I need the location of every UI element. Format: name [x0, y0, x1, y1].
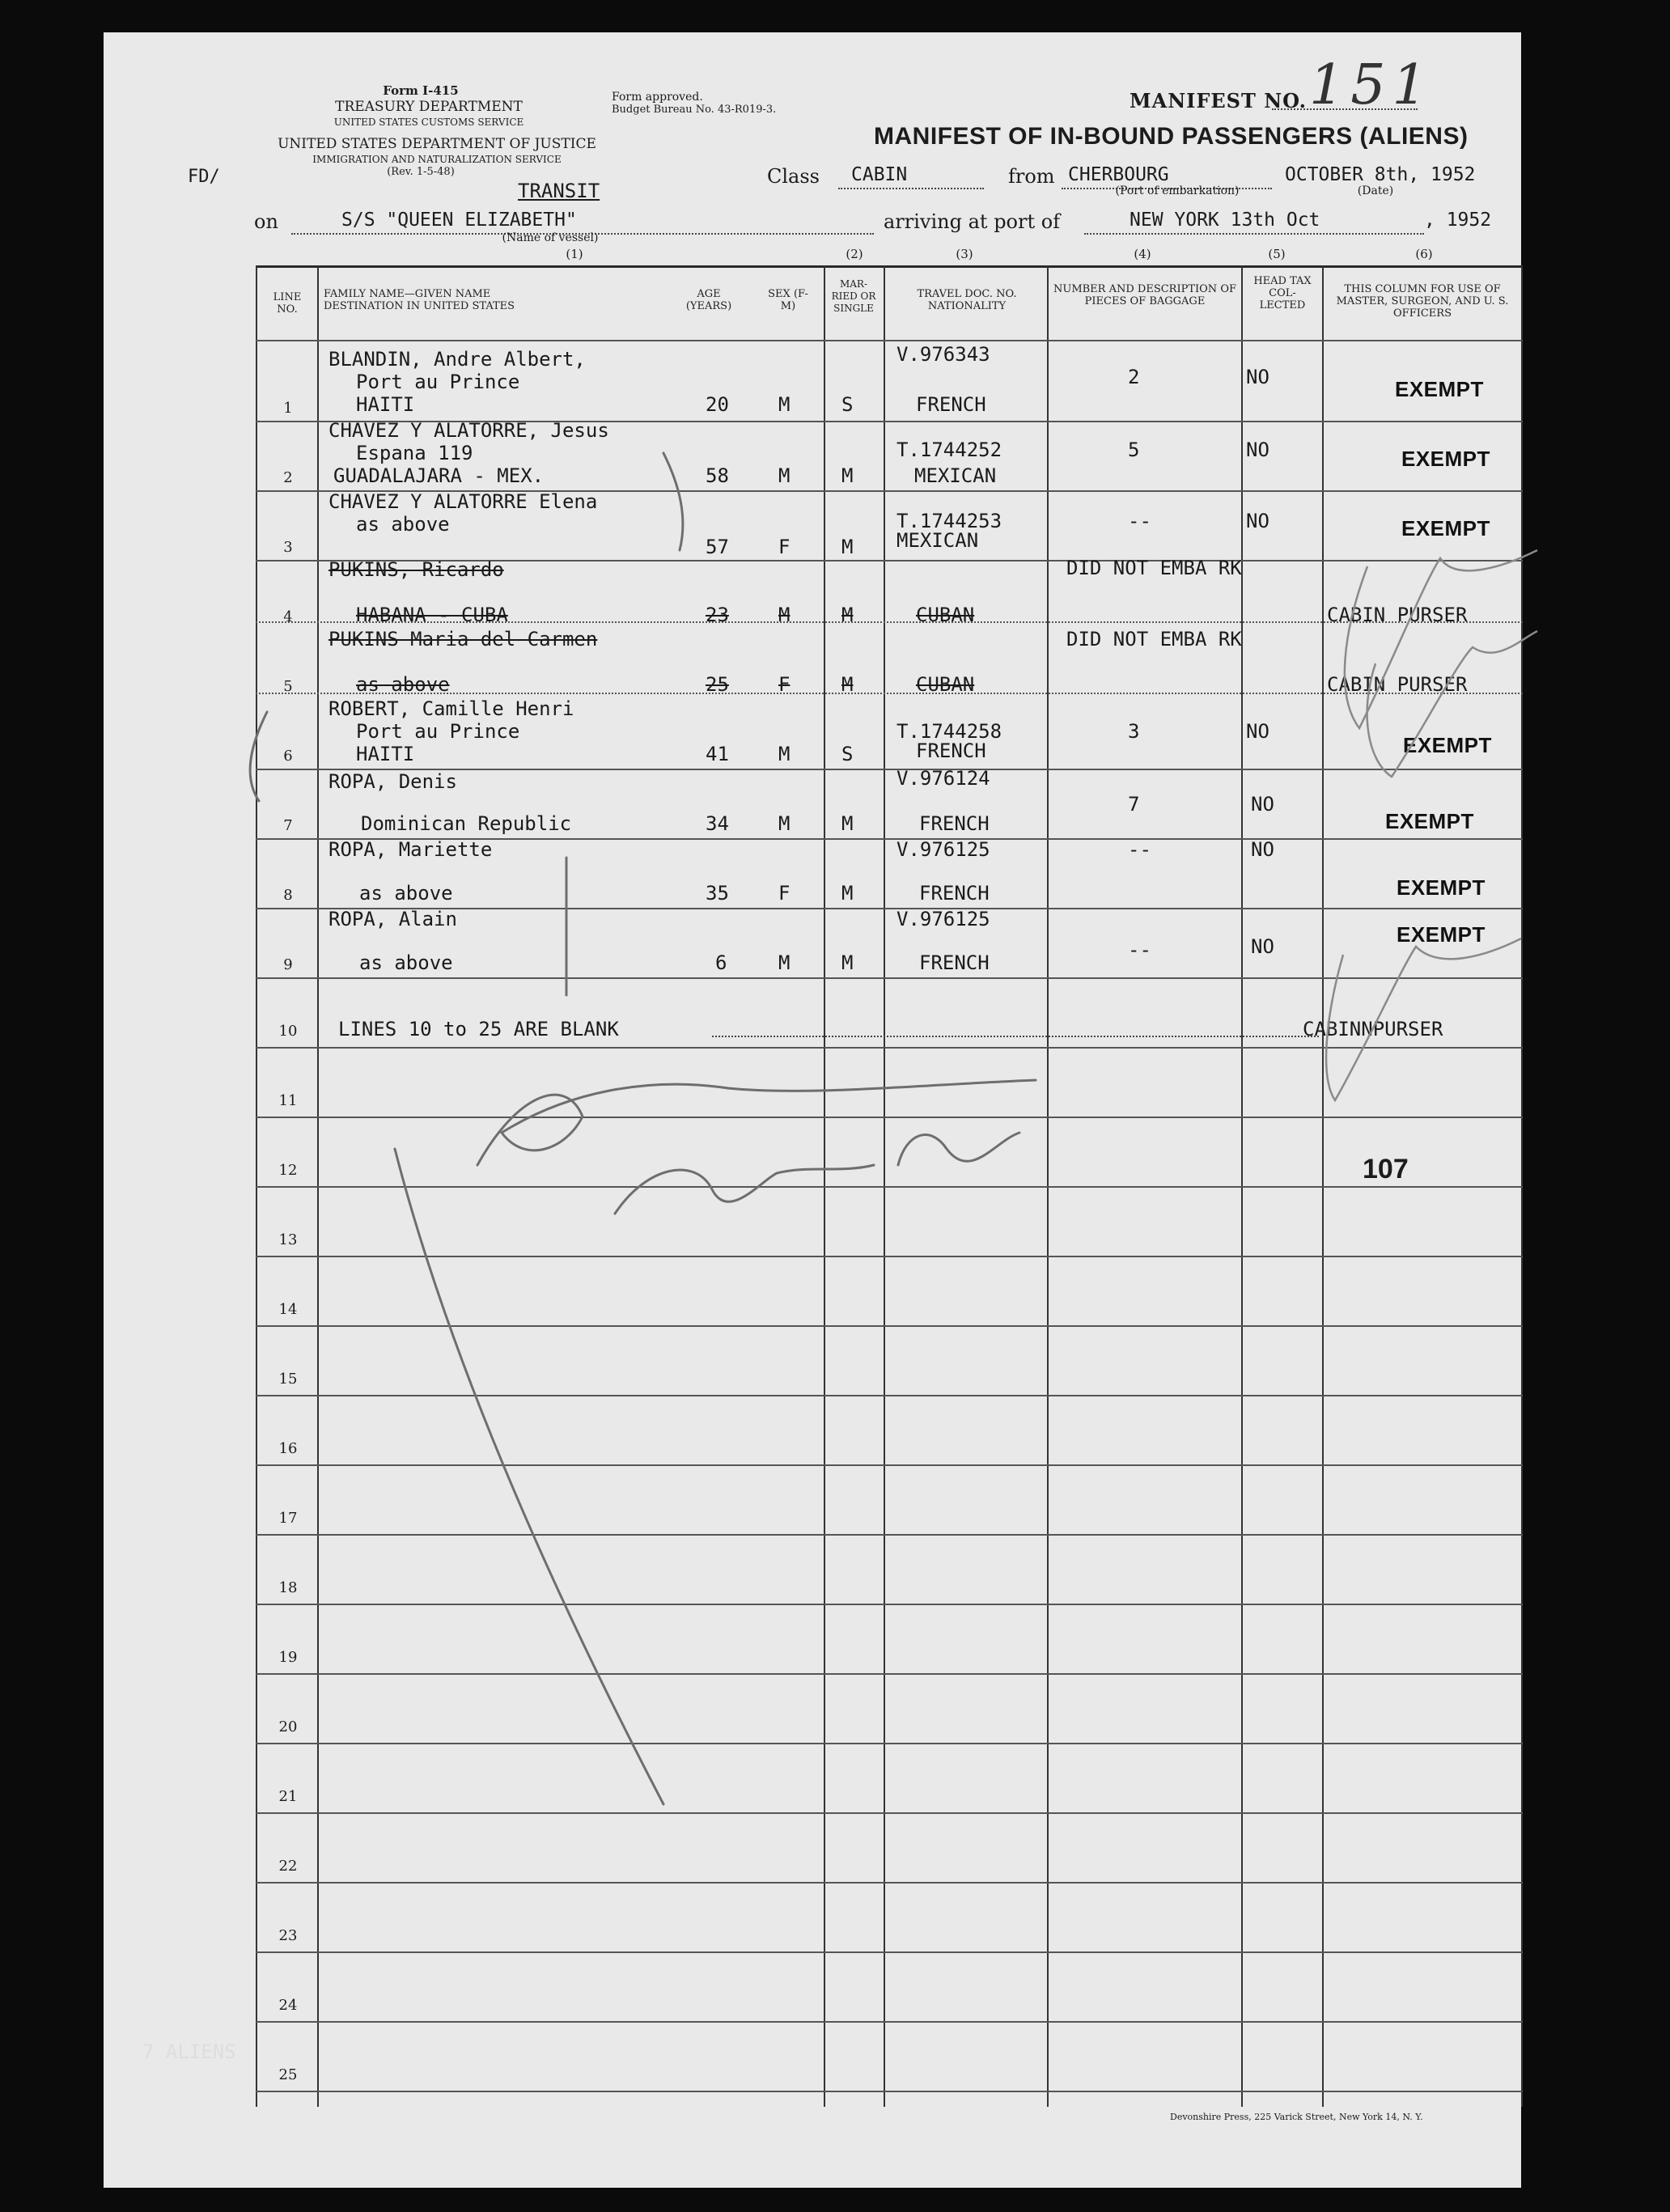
destination: Dominican Republic [361, 812, 572, 835]
line12-number: 107 [1363, 1154, 1409, 1184]
exempt-stamp: EXEMPT [1401, 516, 1490, 540]
arriving-line [1084, 233, 1424, 235]
destination: Espana 119 [356, 442, 473, 464]
line-number: 23 [278, 1927, 298, 1944]
baggage: 5 [1128, 439, 1140, 461]
head-tax: NO [1246, 720, 1269, 743]
from-label: from [1008, 165, 1055, 188]
ins-service: IMMIGRATION AND NATURALIZATION SERVICE [312, 154, 562, 165]
class-label: Class [767, 165, 820, 188]
purser-note: CABIN PURSER [1327, 673, 1468, 696]
row-rule [256, 977, 1523, 979]
treasury-dept: TREASURY DEPARTMENT [335, 99, 523, 115]
age: 57 [706, 536, 729, 558]
baggage: 3 [1128, 720, 1140, 743]
head-tax: NO [1246, 439, 1269, 461]
marital-status: M [841, 536, 854, 558]
purser-note: CABIN PURSER [1327, 604, 1468, 626]
row-rule [256, 2091, 1523, 2092]
travel-doc: V.976124 [896, 767, 990, 790]
line-number: 1 [283, 400, 293, 417]
header-officers: THIS COLUMN FOR USE OF MASTER, SURGEON, AND U. S. OFFICERS [1336, 283, 1509, 320]
nationality: CUBAN [916, 673, 975, 696]
vessel-caption: (Name of vessel) [502, 231, 599, 244]
row-rule [256, 1673, 1523, 1675]
marital-status: M [841, 604, 854, 626]
row-rule [256, 1117, 1523, 1118]
nationality: FRENCH [919, 882, 990, 905]
exempt-stamp: EXEMPT [1403, 733, 1492, 757]
age: 58 [706, 464, 729, 487]
blank-lines-note: LINES 10 to 25 ARE BLANK [338, 1018, 619, 1040]
header-baggage: NUMBER AND DESCRIPTION OF PIECES OF BAGGAGE [1053, 283, 1236, 307]
from-value: CHERBOURG [1068, 164, 1169, 185]
manifest-number: 151 [1309, 53, 1434, 117]
header-travel: TRAVEL DOC. NO. NATIONALITY [917, 288, 1017, 312]
head-tax: NO [1246, 510, 1269, 532]
line-number: 8 [283, 887, 293, 904]
age: 34 [706, 812, 729, 835]
nationality: FRENCH [916, 393, 986, 416]
line-number: 25 [278, 2066, 298, 2083]
passenger-name: PUKINS, Ricardo [328, 558, 504, 581]
did-not-embark: DID NOT EMBA RK [1066, 628, 1242, 650]
budget-bureau: Budget Bureau No. 43-R019-3. [612, 104, 777, 116]
sex: F [778, 882, 790, 905]
transit-label: TRANSIT [518, 180, 600, 202]
line-number: 12 [278, 1162, 298, 1179]
sex: M [778, 812, 790, 835]
line-number: 4 [283, 608, 293, 625]
passenger-name: ROPA, Alain [328, 908, 457, 930]
destination: as above [359, 951, 453, 974]
exempt-stamp: EXEMPT [1397, 875, 1486, 900]
nationality: FRENCH [916, 739, 986, 762]
passenger-name: ROPA, Denis [328, 770, 457, 793]
passenger-name: ROPA, Mariette [328, 838, 493, 861]
col-num-6: (6) [1415, 247, 1433, 261]
row-rule [256, 2021, 1523, 2023]
row-rule [256, 1743, 1523, 1744]
sex: M [778, 743, 790, 765]
passenger-name: PUKINS Maria del Carmen [328, 628, 598, 650]
line-number: 3 [283, 539, 293, 556]
head-tax: NO [1251, 838, 1274, 861]
destination: HABANA - CUBA [356, 604, 508, 626]
col-num-1: (1) [566, 247, 583, 261]
travel-doc: V.976125 [896, 908, 990, 930]
line-number: 21 [278, 1788, 298, 1805]
passenger-name: BLANDIN, Andre Albert, [328, 348, 586, 371]
nationality: FRENCH [919, 812, 990, 835]
line-number: 5 [283, 678, 293, 695]
age: 25 [706, 673, 729, 696]
sex: F [778, 673, 790, 696]
row-rule [256, 1186, 1523, 1188]
header-sex: SEX (F-M) [768, 288, 808, 312]
age: 35 [706, 882, 729, 905]
line-number: 15 [278, 1371, 298, 1388]
row-rule [256, 1256, 1523, 1257]
nationality: CUBAN [916, 604, 975, 626]
passenger-name: CHAVEZ Y ALATORRE Elena [328, 490, 598, 513]
destination: Port au Prince [356, 720, 520, 743]
date-value: OCTOBER 8th, 1952 [1285, 164, 1476, 185]
header-line: LINE NO. [273, 291, 302, 316]
row-rule [256, 1464, 1523, 1466]
travel-doc: T.1744258 [896, 720, 1002, 743]
destination: as above [359, 882, 453, 905]
marital-status: M [841, 812, 854, 835]
destination: Port au Prince [356, 371, 520, 393]
class-value: CABIN [851, 164, 908, 185]
passenger-name: ROBERT, Camille Henri [328, 697, 574, 720]
row-rule [256, 1534, 1523, 1536]
vessel-name: S/S "QUEEN ELIZABETH" [341, 210, 577, 231]
exempt-stamp: EXEMPT [1395, 377, 1484, 401]
blank-lines-leader [712, 1036, 1319, 1037]
baggage: -- [1128, 939, 1151, 961]
travel-doc: T.1744252 [896, 439, 1002, 461]
age: 41 [706, 743, 729, 765]
line-number: 18 [278, 1579, 298, 1596]
arriving-value: NEW YORK 13th Oct [1130, 210, 1320, 231]
header-name: FAMILY NAME—GIVEN NAME DESTINATION IN UNITED STATES [324, 288, 515, 312]
arriving-label: arriving at port of [884, 210, 1061, 233]
aliens-count: 7 ALIENS [142, 2040, 236, 2063]
line-number: 10 [278, 1023, 298, 1040]
exempt-stamp: EXEMPT [1401, 447, 1490, 471]
travel-doc: T.1744253 [896, 510, 1002, 532]
marital-status: S [841, 743, 854, 765]
line-number: 24 [278, 1997, 298, 2014]
header-headtax: HEAD TAX COL-LECTED [1253, 275, 1312, 311]
line-number: 16 [278, 1440, 298, 1457]
nationality: FRENCH [919, 951, 990, 974]
exempt-stamp: EXEMPT [1385, 809, 1474, 833]
form-number: Form I-415 [383, 83, 459, 98]
age: 20 [706, 393, 729, 416]
marital-status: M [841, 951, 854, 974]
port-embark-caption: (Port of embarkation) [1115, 184, 1240, 197]
sex: M [778, 464, 790, 487]
passenger-name: CHAVEZ Y ALATORRE, Jesus [328, 419, 609, 442]
manifest-no-label: MANIFEST NO. [1130, 89, 1308, 112]
sex: M [778, 604, 790, 626]
date-caption: (Date) [1357, 184, 1394, 197]
age: 6 [715, 951, 727, 974]
on-label: on [254, 210, 278, 233]
destination: as above [356, 513, 450, 536]
class-line [838, 188, 984, 189]
destination: HAITI [356, 743, 415, 765]
sex: F [778, 536, 790, 558]
line-number: 11 [278, 1092, 298, 1109]
line-number: 7 [283, 817, 293, 834]
line-number: 9 [283, 956, 293, 973]
fd-mark: FD/ [188, 167, 220, 187]
header-age: AGE (YEARS) [685, 288, 732, 312]
row-rule [256, 1951, 1523, 1953]
nationality: MEXICAN [914, 464, 997, 487]
col-num-4: (4) [1134, 247, 1151, 261]
col-num-2: (2) [846, 247, 863, 261]
destination: as above [356, 673, 450, 696]
head-tax: NO [1251, 935, 1274, 958]
manifest-table [256, 265, 1523, 2109]
nationality: MEXICAN [896, 529, 979, 552]
head-tax: NO [1251, 793, 1274, 816]
header-married: MAR-RIED OR SINGLE [831, 278, 876, 314]
line-number: 13 [278, 1231, 298, 1248]
baggage: 7 [1128, 793, 1140, 816]
exempt-stamp: EXEMPT [1397, 922, 1486, 947]
marital-status: M [841, 882, 854, 905]
row-rule [256, 1325, 1523, 1327]
col-num-3: (3) [956, 247, 973, 261]
customs-service: UNITED STATES CUSTOMS SERVICE [333, 117, 524, 128]
travel-doc: V.976125 [896, 838, 990, 861]
arriving-year: , 1952 [1424, 210, 1492, 231]
row-rule [256, 1604, 1523, 1605]
line-number: 22 [278, 1858, 298, 1875]
row-rule [256, 1812, 1523, 1814]
line-number: 17 [278, 1510, 298, 1527]
marital-status: M [841, 673, 854, 696]
marital-status: S [841, 393, 854, 416]
form-approved: Form approved. [612, 91, 703, 104]
marital-status: M [841, 464, 854, 487]
col-num-5: (5) [1268, 247, 1286, 261]
travel-doc: V.976343 [896, 343, 990, 366]
row-rule [256, 1047, 1523, 1049]
header-rule [256, 340, 1523, 341]
row-rule [256, 1882, 1523, 1884]
head-tax: NO [1246, 366, 1269, 388]
purser-note: CABINNPURSER [1303, 1018, 1443, 1040]
age: 23 [706, 604, 729, 626]
line-number: 14 [278, 1301, 298, 1318]
revision: (Rev. 1-5-48) [387, 166, 455, 178]
line-number: 20 [278, 1718, 298, 1735]
did-not-embark: DID NOT EMBA RK [1066, 557, 1242, 579]
baggage: 2 [1128, 366, 1140, 388]
destination: HAITI [356, 393, 415, 416]
line-number: 6 [283, 748, 293, 765]
sex: M [778, 393, 790, 416]
line-number: 2 [283, 469, 293, 486]
justice-dept: UNITED STATES DEPARTMENT OF JUSTICE [278, 136, 596, 152]
line-number: 19 [278, 1649, 298, 1666]
baggage: -- [1128, 510, 1151, 532]
row-rule [256, 1395, 1523, 1396]
sex: M [778, 951, 790, 974]
destination: GUADALAJARA - MEX. [333, 464, 545, 487]
baggage: -- [1128, 838, 1151, 861]
printer-credit: Devonshire Press, 225 Varick Street, New York 14, N. Y. [1170, 2112, 1423, 2122]
manifest-title: MANIFEST OF IN-BOUND PASSENGERS (ALIENS) [874, 123, 1469, 150]
